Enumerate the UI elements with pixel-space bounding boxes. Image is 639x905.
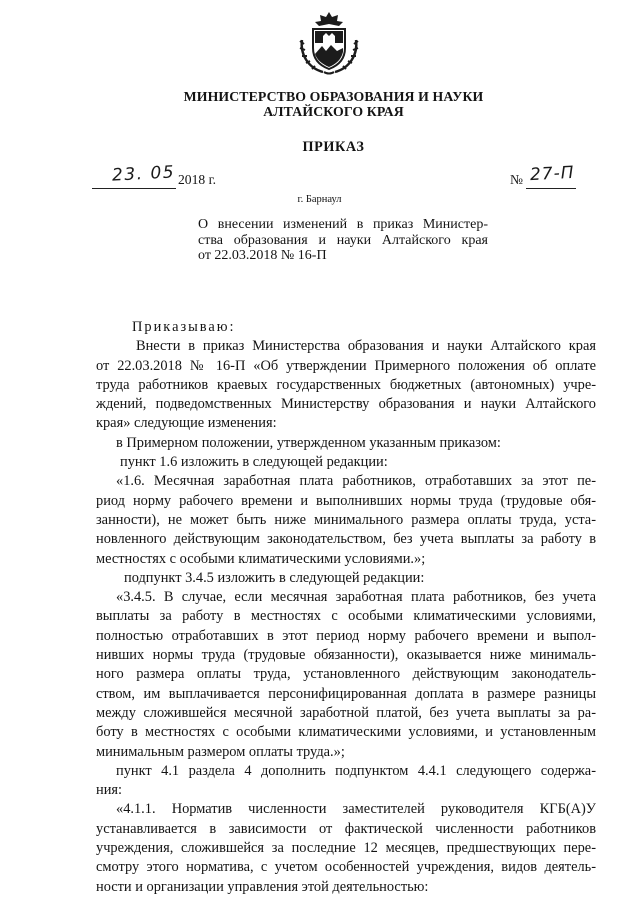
body-line: «1.6. Месячная заработная плата работников, отработавших за этот пе- [116, 473, 596, 490]
body-line: риод норму рабочего времени и выполнивших нормы труда (трудовые обя- [96, 492, 596, 509]
body-line: пункт 4.1 раздела 4 дополнить подпунктом 4.4.1 следующего содержа- [116, 762, 596, 779]
body-line: Внести в приказ Министерства образования и науки Алтайского края [136, 338, 596, 355]
body-line: ного размера оплаты труда, установленного действующим законодатель- [96, 666, 596, 683]
coat-of-arms-icon [296, 10, 362, 76]
body-line: боту в местностях с особыми климатическими условиями, и установленным [96, 724, 596, 741]
order-lead: Приказываю: [132, 319, 236, 335]
ministry-name-line1: МИНИСТЕРСТВО ОБРАЗОВАНИЯ И НАУКИ [183, 89, 484, 104]
body-line: смотру этого норматива, с учетом особенностей учреждения, видов деятель- [96, 859, 596, 876]
body-line: нивших нормы труда (трудовые обязанности), оказывается ниже минималь- [96, 647, 596, 664]
date-number-row [92, 162, 632, 190]
subject-line: О внесении изменений в приказ Министер- [198, 217, 488, 232]
order-body [96, 318, 596, 897]
body-line: ством, им выплачивается персонифицированная доплата в размере разницы [96, 685, 596, 702]
body-line: учреждения, сложившейся за последние 12 месяцев, предшествующих пере- [96, 840, 596, 857]
subject-line: от 22.03.2018 № 16-П [198, 248, 327, 263]
body-line: занности), не может быть ниже минимального размера оплаты труда, уста- [96, 511, 596, 528]
body-line: устанавливается в зависимости от фактической численности работников [96, 820, 596, 837]
date-year: 2018 г. [178, 172, 217, 187]
order-subject [198, 217, 488, 264]
body-line: в Примерном положении, утвержденном указанным приказом: [116, 434, 501, 451]
body-line: края» следующие изменения: [96, 415, 277, 432]
subject-line: ства образования и науки Алтайского края [198, 232, 488, 248]
order-number-label: № [510, 172, 523, 187]
handwritten-order-number: 27-П [529, 162, 576, 186]
body-line: ждений, подведомственных Министерству образования и науки Алтайского [96, 396, 596, 413]
ministry-name-line2: АЛТАЙСКОГО КРАЯ [263, 104, 404, 119]
body-line: «4.1.1. Норматив численности заместителей руководителя КГБ(А)У [116, 801, 596, 818]
body-line: ния: [96, 782, 123, 799]
body-line: пункт 1.6 изложить в следующей редакции: [120, 454, 388, 471]
document-type-title: ПРИКАЗ [302, 139, 365, 155]
handwritten-date: 23. 05 [111, 162, 176, 186]
body-line: от 22.03.2018 № 16-П «Об утверждении Примерного положения об оплате [96, 357, 596, 374]
body-line: выплаты за работу в местностях с особыми климатическими условиями, [96, 608, 596, 625]
body-line: ности и организации управления этой деятельностью: [96, 878, 429, 895]
body-line: труда работников краевых государственных бюджетных (автономных) учре- [96, 376, 596, 393]
body-line: полностью отработавших в этот период норму рабочего времени и выпол- [96, 627, 596, 644]
body-line: минимальным размером оплаты труда.»; [96, 743, 345, 760]
body-line: местностях с особыми климатическими условиями.»; [96, 550, 426, 567]
body-line: «3.4.5. В случае, если месячная заработная плата работников, без учета [116, 589, 596, 606]
body-line: подпункт 3.4.5 изложить в следующей редакции: [124, 569, 425, 586]
body-line: новленного действующим законодательством, без учета выплаты за работу в [96, 531, 596, 548]
body-line: между сложившейся месячной заработной платой, без учета выплаты за ра- [96, 704, 596, 721]
city: г. Барнаул [297, 194, 342, 205]
